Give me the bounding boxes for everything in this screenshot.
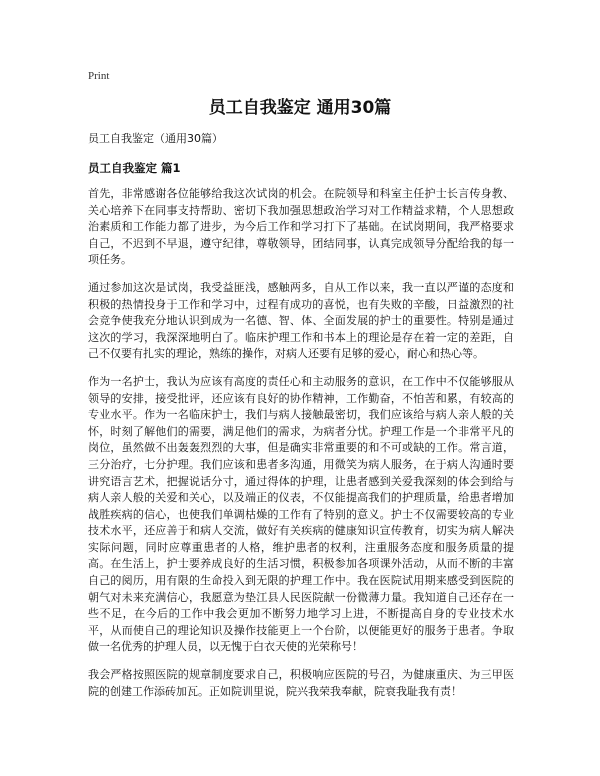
paragraph: 我会严格按照医院的规章制度要求自己，积极响应医院的号召，为健康重庆、为三甲医院的创建工作添砖加瓦。正如院训里说，院兴我荣我奉献，院衰我耻我有责！ (88, 668, 514, 698)
section-heading: 员工自我鉴定 篇1 (88, 161, 181, 175)
article-body (88, 186, 514, 711)
document-title: 员工自我鉴定 通用30篇 (208, 98, 392, 118)
print-label: Print (88, 70, 110, 82)
paragraph: 首先，非常感谢各位能够给我这次试岗的机会。在院领导和科室主任护士长言传身教、关心培养下在同事支持帮助、密切下我加强思想政治学习对工作精益求精，个人思想政治素质和工作能力都了进步，为今后工作和学习打下了基础。在试岗期间，我严格要求自己，不迟到不早退，遵守纪律，尊敬领导，团结同事，认真完成领导分配给我的每一项任务。 (88, 187, 514, 267)
paragraph: 通过参加这次是试岗，我受益匪浅，感触两多，自从工作以来，我一直以严谨的态度和积极的热情投身于工作和学习中，过程有成功的喜悦，也有失败的辛酸，日益激烈的社会竞争使我充分地认识到成为一名德、智、体、全面发展的护士的重要性。特别是通过这次的学习，我深深地明白了。临床护理工作和书本上的理论是存在着一定的差距，自己不仅要有扎实的理论，熟练的操作，对病人还要有足够的爱心，耐心和热心等。 (88, 280, 514, 361)
document-subtitle: 员工自我鉴定（通用30篇） (88, 132, 223, 145)
paragraph: 作为一名护士，我认为应该有高度的责任心和主动服务的意识，在工作中不仅能够服从领导的安排，接受批评，还应该有良好的协作精神，工作勤奋，不怕苦和累，有较高的专业水平。作为一名临床护士，我们与病人接触最密切，我们应该给与病人亲人般的关怀，时刻了解他们的需要，满足他们的需求，为病者分忧。护理工作是一个非常平凡的岗位，虽然做不出轰轰烈烈的大事，但是确实非常重要的和不可或缺的工作。常言道，三分治疗，七分护理。我们应该和患者多沟通，用微笑为病人服务，在于病人沟通时要讲究语言艺术，把握说话分寸，通过得体的护理，让患者感到关爱我深刻的体会到给与病人亲人般的关爱和关心，以及端正的仪表，不仅能提高我们的护理质量，给患者增加战胜疾病的信心，也使我们单调枯燥的工作有了特别的意义。护士不仅需要较高的专业技术水平，还应善于和病人交流，做好有关疾病的健康知识宣传教育，切实为病人解决实际问题，同时应尊重患者的人格，维护患者的权利，注重服务态度和服务质量的提高。在生活上，护士要养成良好的生活习惯，积极参加各项课外活动，从而不断的丰富自己的阅历，用有限的生命投入到无限的护理工作中。我在医院试用期来感受到医院的朝气对未来充满信心，我愿意为垫江县人民医院献一份微薄力量。我知道自己还存在一些不足，在今后的工作中我会更加不断努力地学习上进，不断提高自身的专业技术水平，从而使自己的理论知识及操作技能更上一个台阶，以便能更好的服务于患者。争取做一名优秀的护理人员，以无愧于白衣天使的光荣称号！ (88, 374, 514, 654)
